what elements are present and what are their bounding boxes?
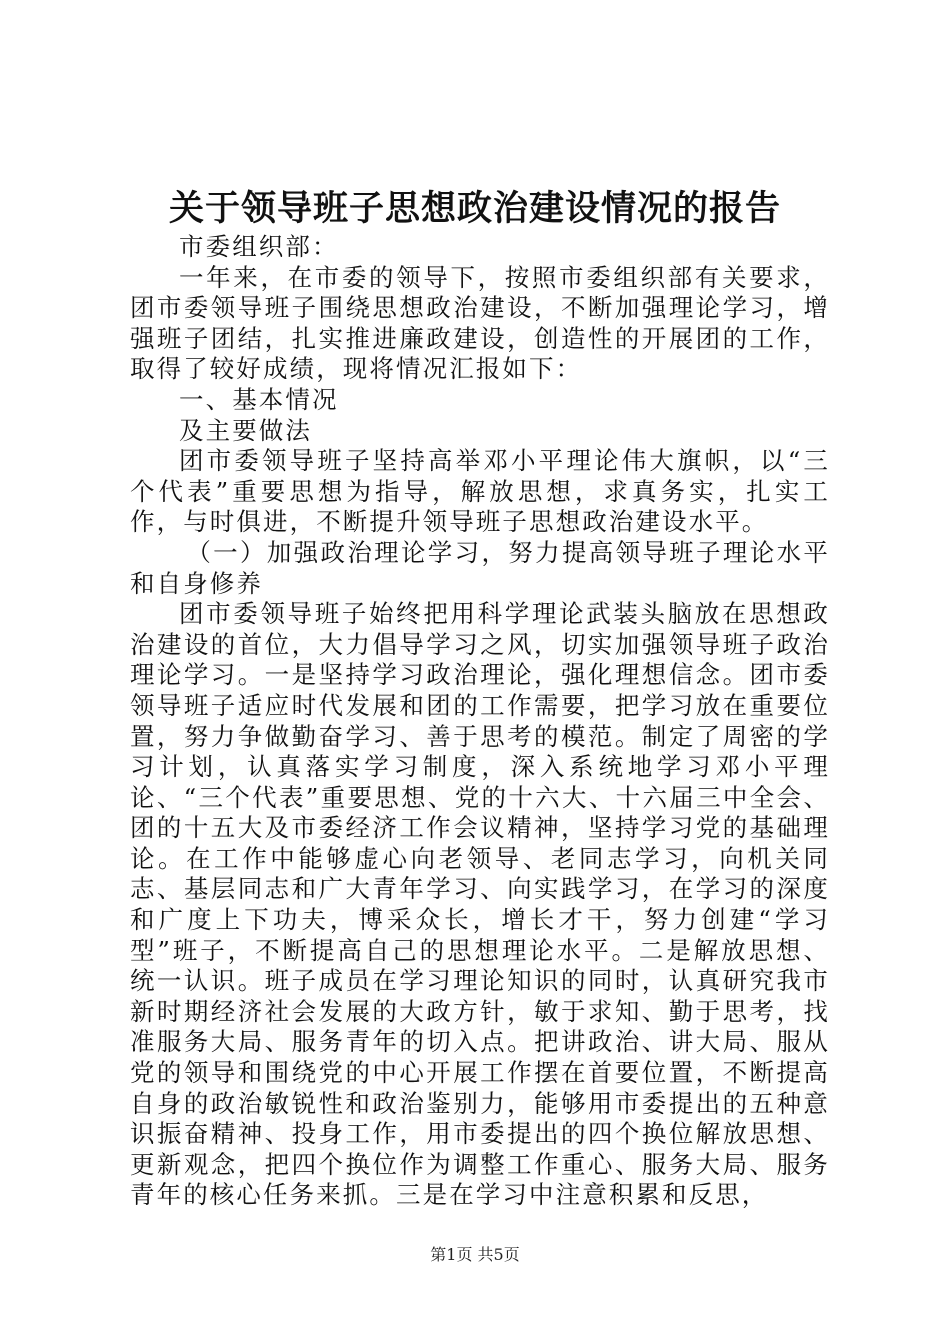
summary-paragraph: 团市委领导班子坚持高举邓小平理论伟大旗帜，以“三个代表”重要思想为指导，解放思想，求真务实，扎实工作，与时俱进，不断提升领导班子思想政治建设水平。	[130, 446, 830, 537]
subsection-heading: （一）加强政治理论学习，努力提高领导班子理论水平和自身修养	[130, 537, 830, 598]
page-number-footer: 第1页 共5页	[430, 1245, 520, 1264]
salutation: 市委组织部：	[179, 232, 339, 261]
document-body	[130, 232, 830, 1211]
body-paragraph: 团市委领导班子始终把用科学理论武装头脑放在思想政治建设的首位，大力倡导学习之风，切实加强领导班子政治理论学习。一是坚持学习政治理论，强化理想信念。团市委领导班子适应时代发展和团的工作需要，把学习放在重要位置，努力争做勤奋学习、善于思考的模范。制定了周密的学习计划，认真落实学习制度，深入系统地学习邓小平理论、“三个代表”重要思想、党的十六大、十六届三中全会、团的十五大及市委经济工作会议精神，坚持学习党的基础理论。在工作中能够虚心向老领导、老同志学习，向机关同志、基层同志和广大青年学习、向实践学习，在学习的深度和广度上下功夫，博采众长，增长才干，努力创建“学习型”班子，不断提高自己的思想理论水平。二是解放思想、统一认识。班子成员在学习理论知识的同时，认真研究我市新时期经济社会发展的大政方针，敏于求知、勤于思考，找准服务大局、服务青年的切入点。把讲政治、讲大局、服从党的领导和围绕党的中心开展工作摆在首要位置，不断提高自身的政治敏锐性和政治鉴别力，能够用市委提出的五种意识振奋精神、投身工作，用市委提出的四个换位解放思想、更新观念，把四个换位作为调整工作重心、服务大局、服务青年的核心任务来抓。三是在学习中注意积累和反思，	[130, 599, 830, 1210]
section-heading-continued: 及主要做法	[179, 415, 312, 445]
intro-paragraph: 一年来，在市委的领导下，按照市委组织部有关要求，团市委领导班子围绕思想政治建设，不断加强理论学习，增强班子团结，扎实推进廉政建设，创造性的开展团的工作，取得了较好成绩，现将情况汇报如下：	[130, 262, 830, 384]
document-title: 关于领导班子思想政治建设情况的报告	[168, 188, 781, 229]
section-heading: 一、基本情况	[179, 384, 339, 414]
